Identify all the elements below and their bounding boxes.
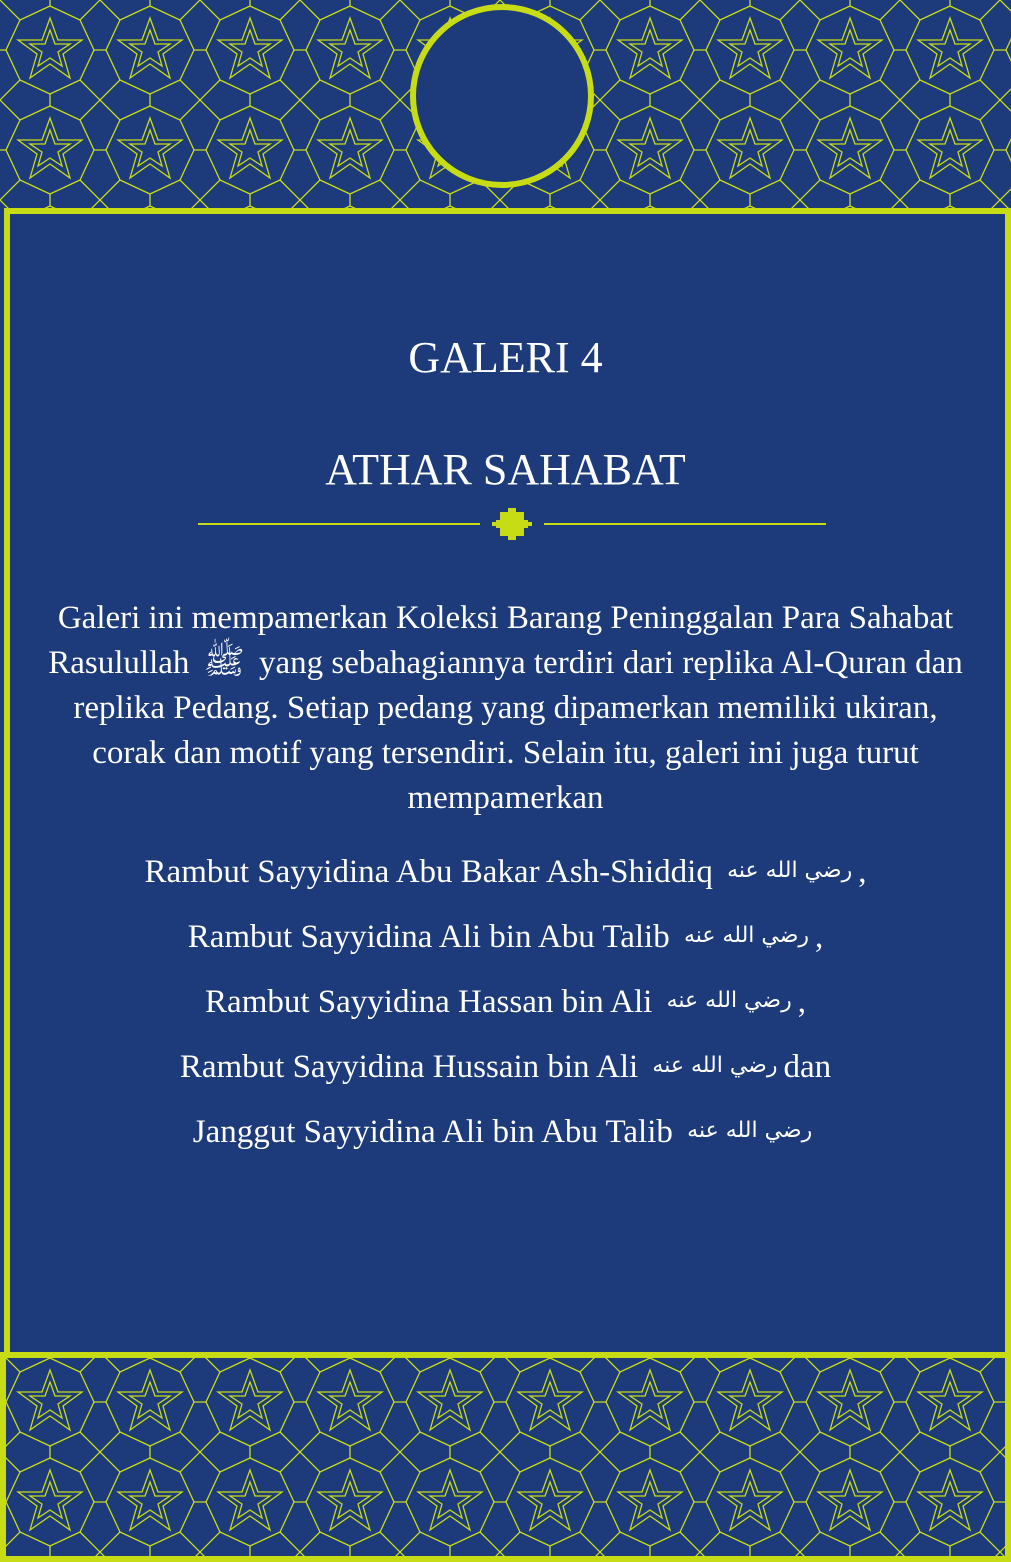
- medallion-circle: [410, 4, 594, 188]
- bottom-pattern-band: [0, 1352, 1011, 1562]
- honorific-calligraphy: رضي الله عنه: [727, 858, 853, 884]
- list-item: Rambut Sayyidina Hassan bin Ali رضي الله عنه ,: [205, 984, 806, 1020]
- intro-text-part2: yang sebahagiannya terdiri dari replika Al-Quran dan replika Pedang. Setiap pedang yang dipamerkan memiliki ukiran, corak dan motif yang tersendiri. Selain itu, galeri ini juga turut mempamerkan: [73, 645, 963, 816]
- geometric-pattern-bottom: [0, 1352, 1011, 1562]
- list-item: Janggut Sayyidina Ali bin Abu Talib رضي الله عنه: [0, 1100, 1011, 1165]
- honorific-calligraphy: رضي الله عنه: [652, 1053, 778, 1079]
- list-item: Rambut Sayyidina Ali bin Abu Talib رضي الله عنه ,: [187, 919, 824, 955]
- honorific-calligraphy: رضي الله عنه: [683, 923, 810, 949]
- page-subtitle: ATHAR SAHABAT: [325, 445, 686, 494]
- honorific-calligraphy: رضي الله عنه: [666, 988, 792, 1014]
- intro-paragraph: [40, 596, 971, 821]
- honorific-calligraphy: رضي الله عنه: [687, 1118, 813, 1144]
- salawat-calligraphy: ﷺ: [203, 642, 245, 683]
- list-item: Rambut Sayyidina Abu Bakar Ash-Shiddiq رضي الله عنه ,: [144, 854, 867, 890]
- page-title: GALERI 4: [408, 333, 603, 382]
- knot-ornament-icon: [492, 508, 532, 540]
- top-pattern-band: [0, 0, 1011, 210]
- relics-list: [0, 840, 1011, 1165]
- list-item: Rambut Sayyidina Hussain bin Ali رضي الله عنه dan: [179, 1049, 832, 1085]
- title-divider: [198, 504, 826, 544]
- intro-text-part1: Galeri ini mempamerkan Koleksi Barang Peninggalan Para Sahabat Rasulullah: [48, 600, 954, 681]
